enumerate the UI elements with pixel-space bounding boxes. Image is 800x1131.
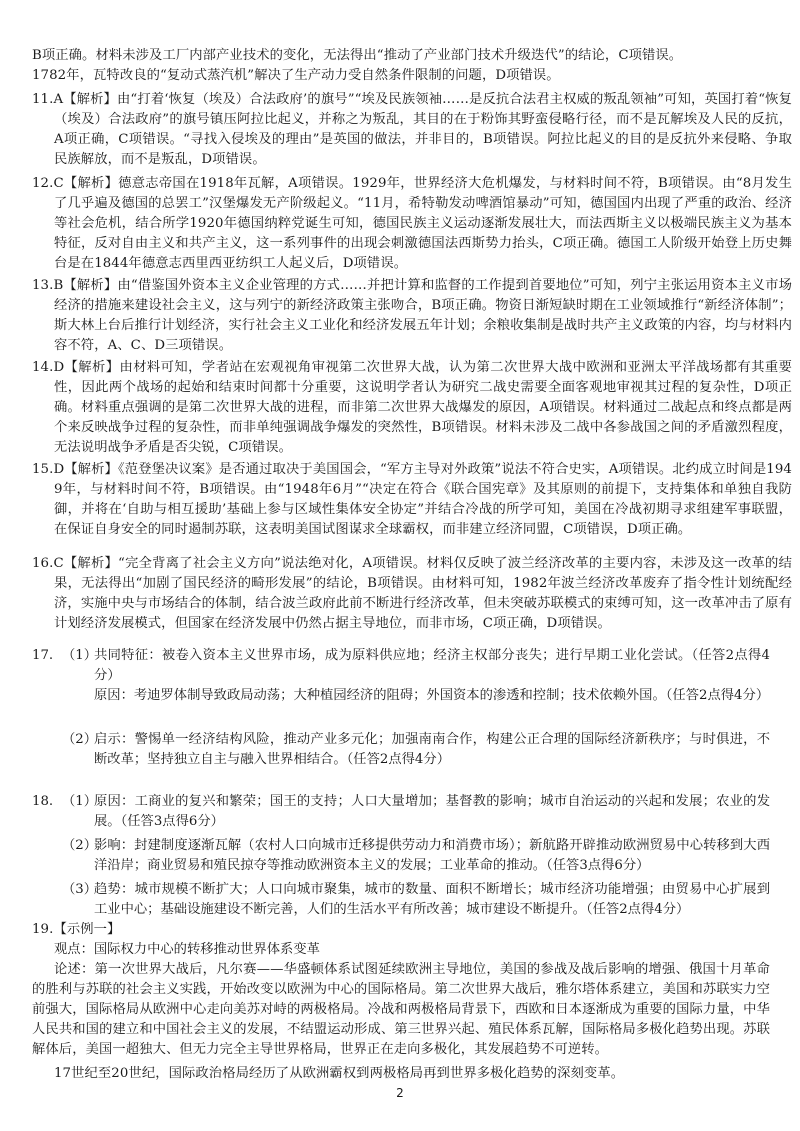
part-label: （2） — [62, 732, 98, 747]
answer-18 — [32, 792, 770, 920]
answer-19-heading: 19.【示例一】 — [32, 922, 121, 937]
answer-17 — [32, 646, 770, 686]
answer-19-viewpoint: 观点：国际权力中心的转移推动世界体系变革 — [54, 942, 320, 957]
answer-17-part2-text: 启示：警惕单一经济结构风险，推动产业多元化；加强南南合作，构建公正合理的国际经济新秩序；与时俱进，不断改革；坚持独立自主与融入世界相结合。（任答2点得4分） — [94, 732, 770, 767]
part-label: （3） — [62, 882, 98, 897]
answer-17-part1-features: 共同特征：被卷入资本主义世界市场，成为原料供应地；经济主权部分丧失；进行早期工业化尝试。（任答2点得4分） — [94, 648, 770, 683]
answer-18-part1-text: 原因：工商业的复兴和繁荣；国王的支持；人口大量增加；基督教的影响；城市自治运动的兴起和发展；农业的发展。（任答3点得6分） — [94, 794, 770, 829]
part-label: （1） — [62, 648, 98, 663]
question-number: 17. — [32, 648, 54, 663]
answer-17-part1-reasons: 原因：考迪罗体制导致政局动荡；大种植园经济的阻碍；外国资本的渗透和控制；技术依赖外国。（任答2点得4分） — [94, 688, 770, 703]
answer-18-part2-text: 影响：封建制度逐渐瓦解（农村人口向城市迁移提供劳动力和消费市场）；新航路开辟推动欧洲贸易中心转移到大西洋沿岸；商业贸易和殖民掠夺等推动欧洲资本主义的发展；工业革命的推动。（任答3点得6分） — [94, 838, 770, 873]
answer-19-conclusion: 17世纪至20世纪，国际政治格局经历了从欧洲霸权到两极格局再到世界多极化趋势的深刻变革。 — [54, 1066, 625, 1081]
continuation-paragraph-2: 1782年，瓦特改良的“复动式蒸汽机”解决了生产动力受自然条件限制的问题，D项错误。 — [32, 68, 560, 83]
part-label: （1） — [62, 794, 98, 809]
answer-16: 16.C【解析】“完全背离了社会主义方向”说法绝对化，A项错误。材料仅反映了波兰经济改革的主要内容，未涉及这一改革的结果，无法得出“加剧了国民经济的畸形发展”的结论，B项错误。由材料可知，1982年波兰经济改革废弃了指令性计划统配经济，实施中央与市场结合的体制，结合波兰政府此前不断进行经济改革，但未突破苏联模式的束缚可知，这一改革冲击了原有计划经济发展模式，但国家在经济发展中仍然占据主导地位，而非市场，C项正确，D项错误。 — [32, 556, 792, 631]
answer-14: 14.D【解析】由材料可知，学者站在宏观视角审视第二次世界大战，认为第二次世界大战中欧洲和亚洲太平洋战场都有其重要性，因此两个战场的起始和结束时间都十分重要，这说明学者认为研究二战史需要全面客观地审视其过程的复杂性，D项正确。材料重点强调的是第二次世界大战的进程，而非第二次世界大战爆发的原因，A项错误。材料通过二战起点和终点都是两个来反映战争过程的复杂性，而非单纯强调战争爆发的突然性，B项错误。材料未涉及二战中各参战国之间的矛盾激烈程度，无法说明战争矛盾是否尖锐，C项错误。 — [32, 360, 792, 455]
answer-18-part3-text: 趋势：城市规模不断扩大；人口向城市聚集，城市的数量、面积不断增长；城市经济功能增强；由贸易中心扩展到工业中心；基础设施建设不断完善，人们的生活水平有所改善；城市建设不断提升。（任答2点得4分） — [94, 882, 770, 917]
continuation-paragraph-1: B项正确。材料未涉及工厂内部产业技术的变化，无法得出“推动了产业部门技术升级迭代”的结论，C项错误。 — [32, 48, 683, 63]
question-number: 18. — [32, 794, 54, 809]
answer-11: 11.A【解析】由“打着‘恢复（埃及）合法政府’的旗号”“埃及民族领袖……是反抗合法君主权威的叛乱领袖”可知，英国打着“恢复（埃及）合法政府”的旗号镇压阿拉比起义，并称之为叛乱，其目的在于粉饰其野蛮侵略行径，而不是瓦解埃及人民的反抗，A项正确，C项错误。“寻找入侵埃及的理由”是英国的做法，并非目的，B项错误。阿拉比起义的目的是反抗外来侵略、争取民族解放，而不是叛乱，D项错误。 — [32, 92, 792, 167]
answer-12: 12.C【解析】德意志帝国在1918年瓦解，A项错误。1929年，世界经济大危机爆发，与材料时间不符，B项错误。由“8月发生了几乎遍及德国的总罢工”汉堡爆发无产阶级起义。“11月，希特勒发动啤酒馆暴动”可知，德国国内出现了严重的政治、经济等社会危机，结合所学1920年德国纳粹党诞生可知，德国民族主义运动逐渐发展壮大，而法西斯主义以极端民族主义为基本特征，反对自由主义和共产主义，这一系列事件的出现会刺激德国法西斯势力抬头，C项正确。德国工人阶级开始登上历史舞台是在1844年德意志西里西亚纺织工人起义后，D项错误。 — [32, 176, 792, 271]
answer-13: 13.B【解析】由“借鉴国外资本主义企业管理的方式……并把计算和监督的工作提到首要地位”可知，列宁主张运用资本主义市场经济的措施来建设社会主义，这与列宁的新经济政策主张吻合，B项正确。物资日渐短缺时期在工业领域推行“新经济体制”；斯大林上台后推行计划经济，实行社会主义工业化和经济发展五年计划；余粮收集制是战时共产主义政策的内容，均与材料内容不符，A、C、D三项错误。 — [32, 278, 792, 353]
answer-19-argument: 论述：第一次世界大战后，凡尔赛——华盛顿体系试图延续欧洲主导地位，美国的参战及战后影响的增强、俄国十月革命的胜利与苏联的社会主义实践，开始改变以欧洲为中心的国际格局。第二次世界大战后，雅尔塔体系建立，美国和苏联实力空前强大，国际格局从欧洲中心走向美苏对峙的两极格局。冷战和两极格局背景下，西欧和日本逐渐成为重要的国际力量，中华人民共和国的建立和中国社会主义的发展，不结盟运动形成、第三世界兴起、殖民体系瓦解，国际格局多极化趋势出现。苏联解体后，美国一超独大、但无力完全主导世界格局，世界正在走向多极化，其发展趋势不可逆转。 — [32, 962, 770, 1057]
page-number: 2 — [396, 1086, 404, 1100]
answer-17-part2 — [32, 730, 770, 770]
answer-15: 15.D【解析】《范登堡决议案》是否通过取决于美国国会，“军方主导对外政策”说法不符合史实，A项错误。北约成立时间是1949年，与材料时间不符，B项错误。由“1948年6月”“决定在符合《联合国宪章》及其原则的前提下，支持集体和单独自我防御，并将在‘自助与相互援助’基础上参与区域性集体安全协定”并结合冷战的所学可知，美国在冷战初期寻求组建军事联盟，在保证自身安全的同时遏制苏联，这表明美国试图谋求全球霸权，而非建立经济同盟，C项错误，D项正确。 — [32, 462, 792, 537]
part-label: （2） — [62, 838, 98, 853]
